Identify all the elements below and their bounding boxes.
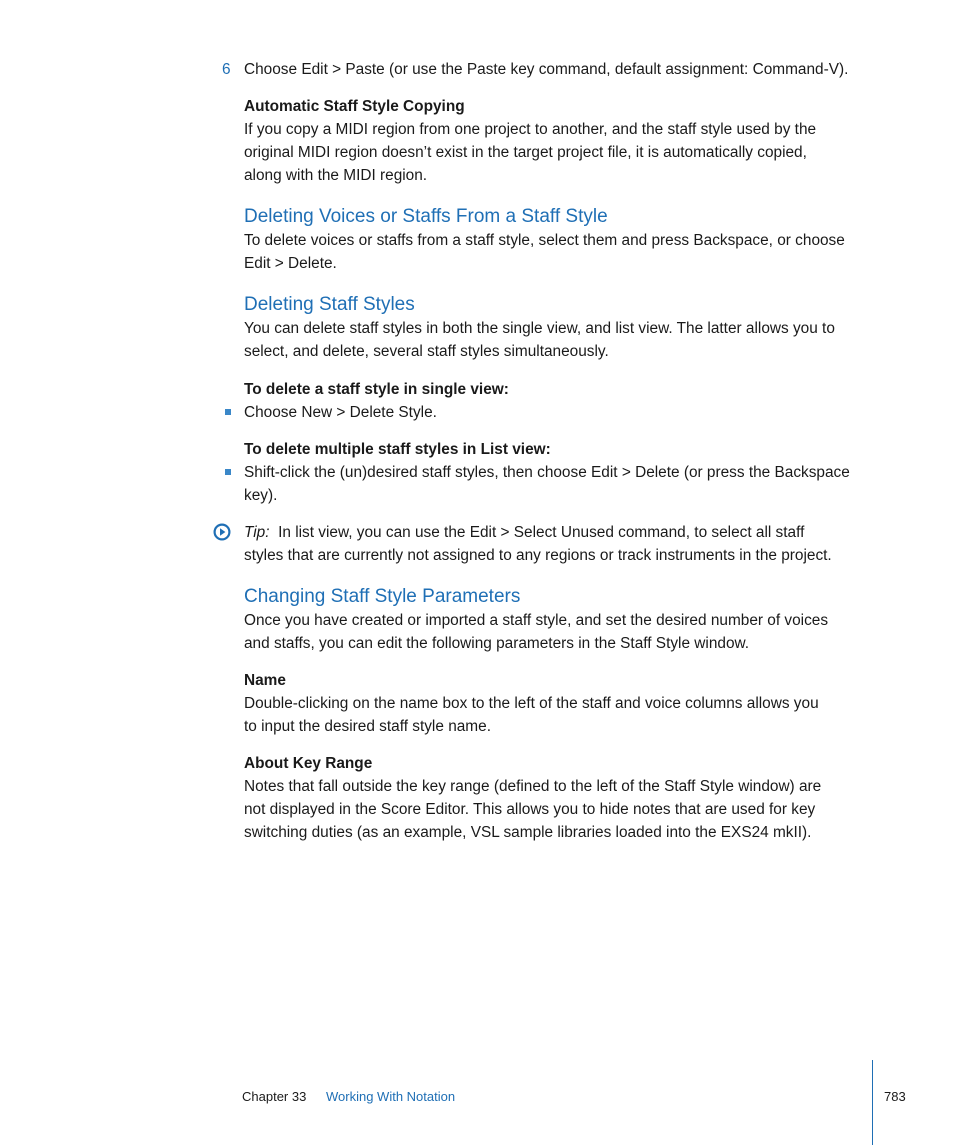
tip-section [244, 521, 872, 567]
list-view-heading: To delete multiple staff styles in List view: [244, 441, 551, 458]
key-range-line-2: not displayed in the Score Editor. This allows you to hide notes that are used for key [244, 801, 816, 818]
deleting-voices-heading: Deleting Voices or Staffs From a Staff Style [244, 206, 608, 227]
single-view-bullet-text: Choose New > Delete Style. [244, 404, 437, 421]
changing-params-line-1: Once you have created or imported a staff style, and set the desired number of voices [244, 612, 829, 629]
key-range-section [244, 752, 872, 844]
single-view-section [244, 378, 872, 424]
step-number: 6 [222, 61, 231, 78]
name-param-heading: Name [244, 672, 286, 689]
changing-params-line-2: and staffs, you can edit the following parameters in the Staff Style window. [244, 635, 750, 652]
step-6 [222, 58, 872, 81]
key-range-line-1: Notes that fall outside the key range (defined to the left of the Staff Style window) are [244, 778, 822, 795]
tip-label: Tip: [244, 524, 270, 541]
tip-text-1: In list view, you can use the Edit > Select Unused command, to select all staff [278, 524, 805, 541]
name-param-line-2: to input the desired staff style name. [244, 718, 491, 735]
footer-chapter: Chapter 33 [242, 1089, 307, 1104]
auto-copy-section [244, 95, 872, 187]
name-param-section [244, 669, 872, 738]
auto-copy-line-3: along with the MIDI region. [244, 167, 428, 184]
auto-copy-heading: Automatic Staff Style Copying [244, 98, 465, 115]
list-item [244, 461, 872, 507]
tip-line-2: styles that are currently not assigned to any regions or track instruments in the project. [244, 547, 832, 564]
deleting-voices-line-2: Edit > Delete. [244, 255, 337, 272]
bullet-square-icon [225, 469, 231, 475]
step-text: Choose Edit > Paste (or use the Paste key command, default assignment: Command-V). [244, 61, 849, 78]
list-item [244, 401, 872, 424]
deleting-voices-line-1: To delete voices or staffs from a staff style, select them and press Backspace, or choose [244, 232, 845, 249]
single-view-heading: To delete a staff style in single view: [244, 381, 509, 398]
list-view-section [244, 438, 872, 507]
deleting-voices-section [244, 205, 872, 275]
key-range-line-3: switching duties (as an example, VSL sample libraries loaded into the EXS24 mkII). [244, 824, 812, 841]
bullet-square-icon [225, 409, 231, 415]
list-view-bullet-line-1: Shift-click the (un)desired staff styles, then choose Edit > Delete (or press the Backspace [244, 464, 850, 481]
arrow-right-circle-icon [213, 523, 231, 541]
page-number: 783 [884, 1089, 906, 1104]
deleting-styles-section [244, 293, 872, 363]
changing-params-heading: Changing Staff Style Parameters [244, 586, 521, 607]
auto-copy-line-2: original MIDI region doesn’t exist in the target project file, it is automatically copied, [244, 144, 807, 161]
footer-divider [872, 1060, 873, 1145]
key-range-heading: About Key Range [244, 755, 373, 772]
deleting-styles-line-1: You can delete staff styles in both the single view, and list view. The latter allows you to [244, 320, 835, 337]
footer-chapter-title: Working With Notation [326, 1089, 456, 1104]
deleting-styles-heading: Deleting Staff Styles [244, 294, 415, 315]
name-param-line-1: Double-clicking on the name box to the left of the staff and voice columns allows you [244, 695, 819, 712]
list-view-bullet-line-2: key). [244, 487, 278, 504]
changing-params-section [244, 585, 872, 655]
auto-copy-line-1: If you copy a MIDI region from one project to another, and the staff style used by the [244, 121, 817, 138]
deleting-styles-line-2: select, and delete, several staff styles simultaneously. [244, 343, 609, 360]
tip-line-1 [244, 521, 872, 544]
